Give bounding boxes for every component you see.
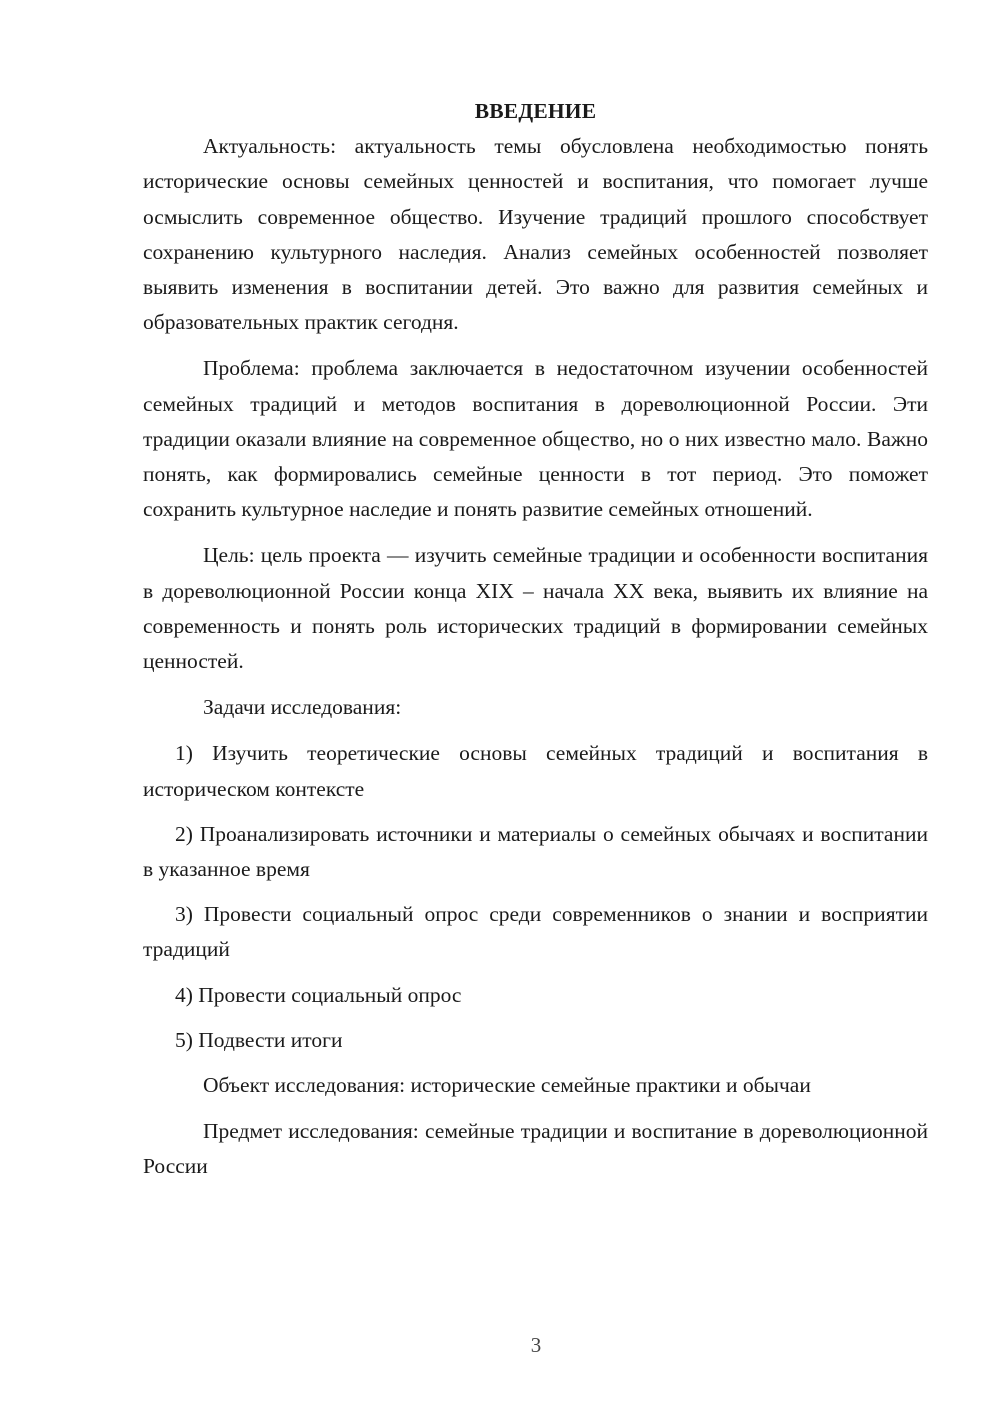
task-item-3: 3) Провести социальный опрос среди современников о знании и восприятии традиций	[143, 902, 928, 962]
section-heading: ВВЕДЕНИЕ	[474, 99, 597, 123]
paragraph-relevance: Актуальность: актуальность темы обусловлена необходимостью понять исторические основы семейных ценностей и воспитания, что помогает лучше осмыслить современное общество. Изучение традиций прошлого способствует сохранению культурного наследия. Анализ семейных особенностей позволяет выявить изменения в воспитании детей. Это важно для развития семейных и образовательных практик сегодня.	[143, 134, 928, 335]
paragraph-tasks-intro: Задачи исследования:	[203, 695, 402, 720]
paragraph-subject: Предмет исследования: семейные традиции и воспитание в дореволюционной России	[143, 1119, 928, 1179]
task-item-1: 1) Изучить теоретические основы семейных традиций и воспитания в историческом контексте	[143, 741, 928, 801]
task-item-2: 2) Проанализировать источники и материалы о семейных обычаях и воспитании в указанное время	[143, 821, 928, 882]
document-page	[143, 94, 928, 1196]
paragraph-object: Объект исследования: исторические семейные практики и обычаи	[203, 1073, 811, 1098]
task-item-5: 5) Подвести итоги	[175, 1027, 343, 1052]
paragraph-problem: Проблема: проблема заключается в недостаточном изучении особенностей семейных традиций и методов воспитания в дореволюционной России. Эти традиции оказали влияние на современное общество, но о них известно мало. Важно понять, как формировались семейные ценности в тот период. Это поможет сохранить культурное наследие и понять развитие семейных отношений.	[143, 356, 928, 522]
task-item-4: 4) Провести социальный опрос	[175, 982, 462, 1007]
paragraph-goal: Цель: цель проекта — изучить семейные традиции и особенности воспитания в дореволюционной России конца XIX – начала XX века, выявить их влияние на современность и понять роль исторических традиций в формировании семейных ценностей.	[143, 543, 928, 674]
page-number: 3	[530, 1333, 542, 1357]
